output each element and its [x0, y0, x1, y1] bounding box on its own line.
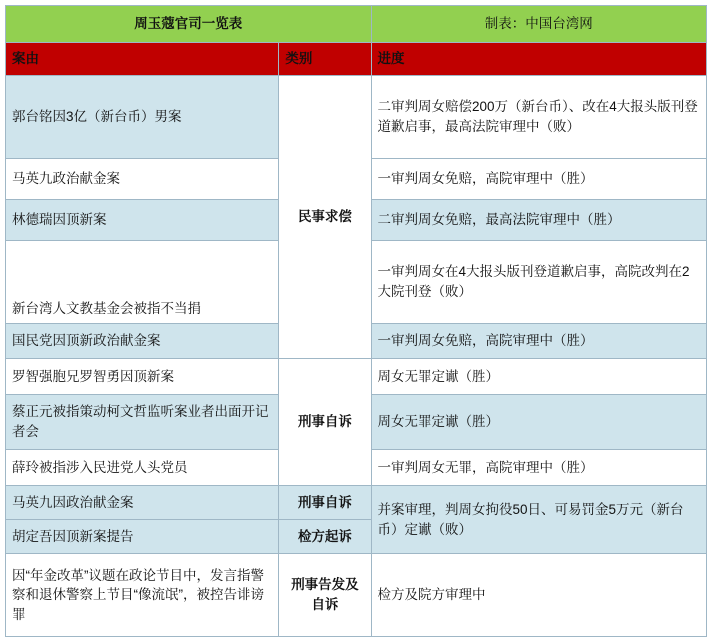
- title-credit: 制表：中国台湾网: [371, 6, 707, 43]
- table-row: [6, 76, 707, 159]
- cell-category: 刑事自诉: [279, 359, 371, 486]
- cell-progress: 一审判周女免赔，高院审理中（胜）: [371, 159, 707, 200]
- table-row: [6, 486, 707, 520]
- table-header-row: [6, 43, 707, 76]
- title-row: [6, 6, 707, 43]
- cell-progress: 二审判周女赔偿200万（新台币）、改在4大报头版刊登道歉启事，最高法院审理中（败）: [371, 76, 707, 159]
- cell-case: 郭台铭因3亿（新台币）男案: [6, 76, 279, 159]
- cell-case: 蔡正元被指策动柯文哲监听案业者出面开记者会: [6, 395, 279, 450]
- cell-progress: 一审判周女无罪，高院审理中（胜）: [371, 450, 707, 486]
- cell-progress: 一审判周女在4大报头版刊登道歉启事，高院改判在2大院刊登（败）: [371, 241, 707, 324]
- cell-category: 刑事告发及自诉: [279, 554, 371, 637]
- cell-category: 检方起诉: [279, 520, 371, 554]
- cell-progress: 周女无罪定谳（胜）: [371, 359, 707, 395]
- page-title: 周玉蔻官司一览表: [6, 6, 372, 43]
- cell-progress: 检方及院方审理中: [371, 554, 707, 637]
- column-header-case: 案由: [6, 43, 279, 76]
- cell-case: 马英九因政治献金案: [6, 486, 279, 520]
- cell-case: 林德瑞因顶新案: [6, 200, 279, 241]
- cell-case: 因“年金改革”议题在政论节目中，发言指警察和退休警察上节目“像流氓”，被控告诽谤罪: [6, 554, 279, 637]
- cell-category: 刑事自诉: [279, 486, 371, 520]
- cell-case: 罗智强胞兄罗智勇因顶新案: [6, 359, 279, 395]
- column-header-category: 类别: [279, 43, 371, 76]
- cell-case: 马英九政治献金案: [6, 159, 279, 200]
- table-row: [6, 359, 707, 395]
- cell-category: 民事求偿: [279, 76, 371, 359]
- cell-case: 胡定吾因顶新案提告: [6, 520, 279, 554]
- cell-case: 新台湾人文教基金会被指不当捐: [6, 241, 279, 324]
- cell-progress: 一审判周女免赔，高院审理中（胜）: [371, 324, 707, 359]
- cell-case: 国民党因顶新政治献金案: [6, 324, 279, 359]
- cell-progress: 二审判周女免赔，最高法院审理中（胜）: [371, 200, 707, 241]
- column-header-progress: 进度: [371, 43, 707, 76]
- cell-progress: 周女无罪定谳（胜）: [371, 395, 707, 450]
- spreadsheet-sheet: [0, 5, 712, 622]
- table-row: [6, 554, 707, 637]
- cell-progress: 并案审理，判周女拘役50日、可易罚金5万元（新台币）定谳（败）: [371, 486, 707, 554]
- cell-case: 薛玲被指涉入民进党人头党员: [6, 450, 279, 486]
- case-table: [5, 5, 707, 637]
